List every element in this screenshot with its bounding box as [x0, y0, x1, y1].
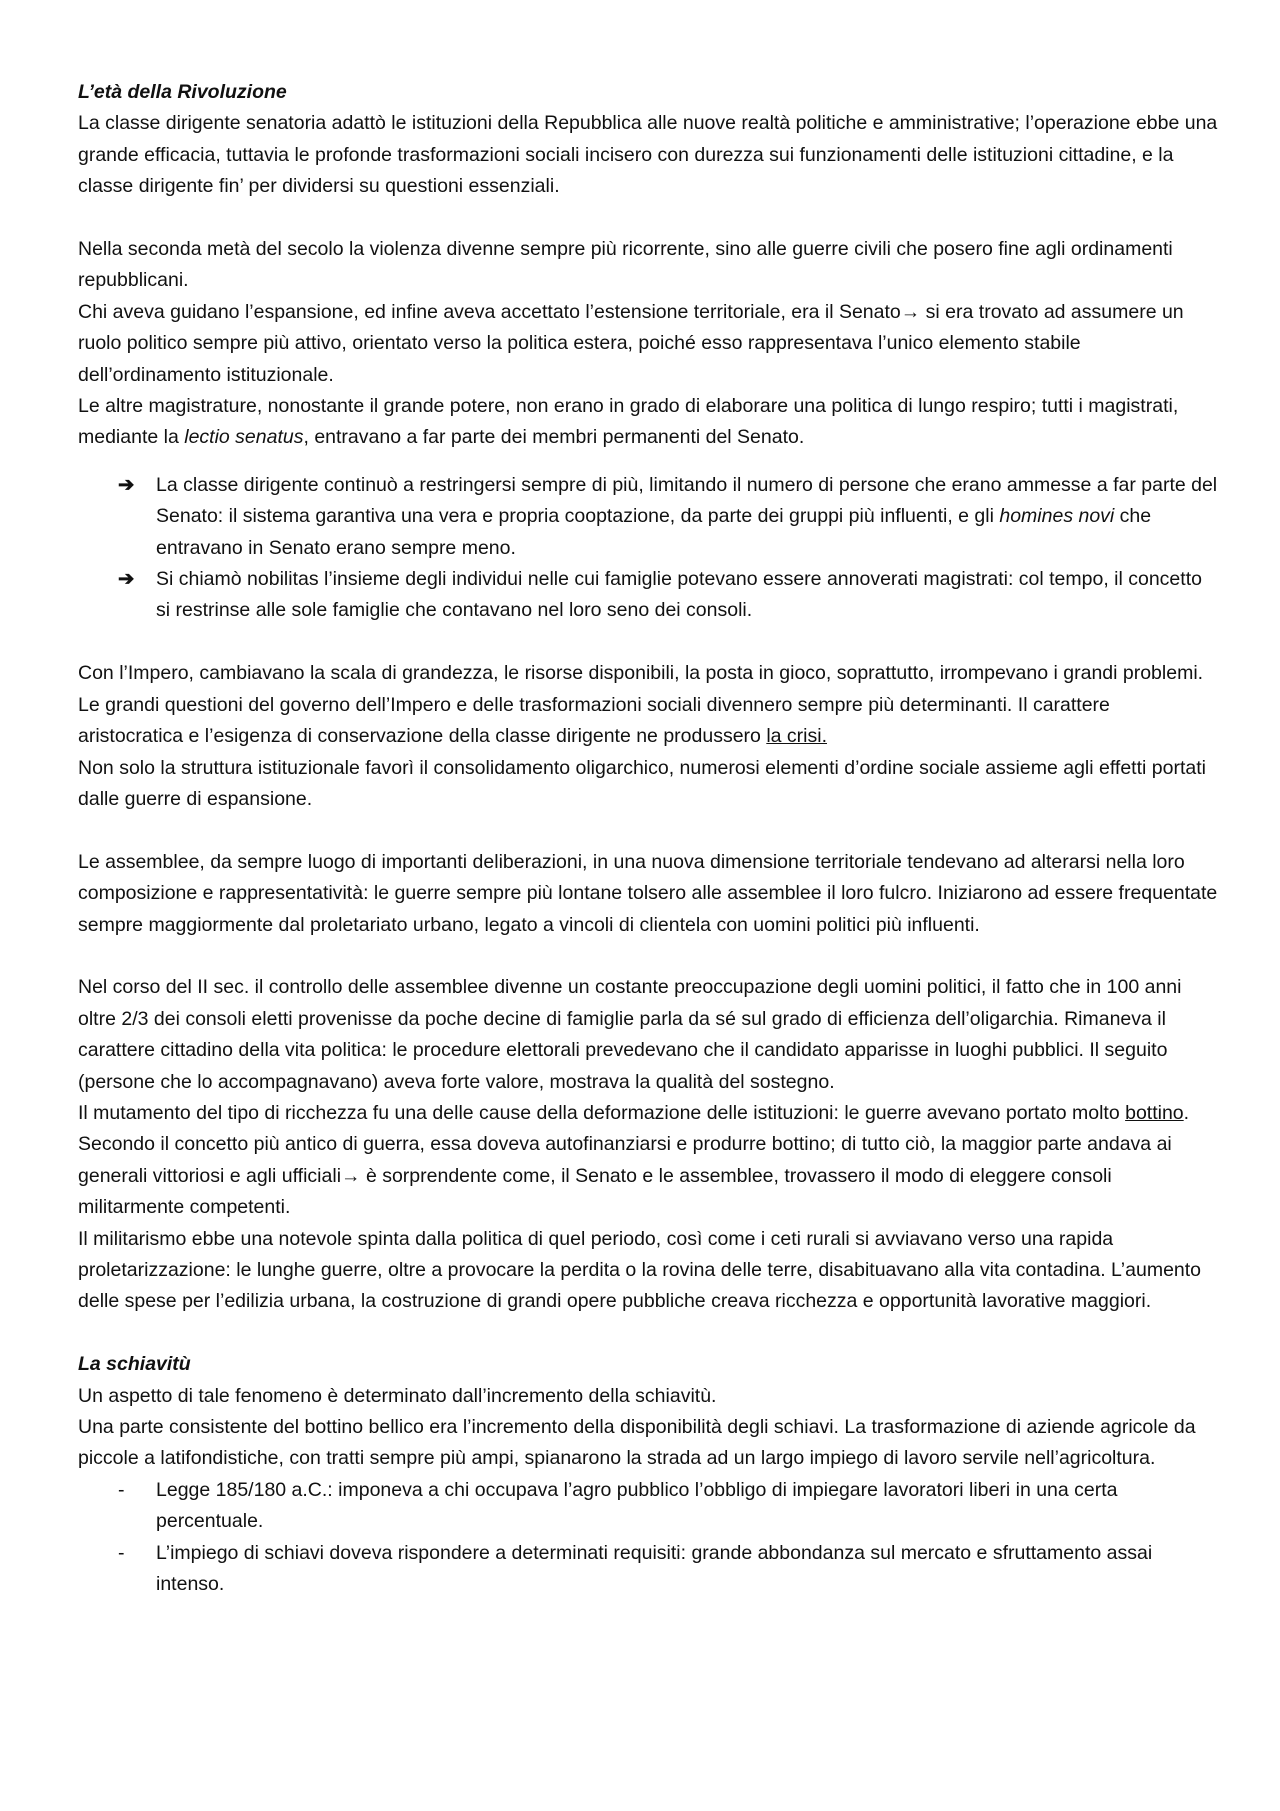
paragraph: Nel corso del II sec. il controllo delle assemblee divenne un costante preoccupazione degli uomini politici, il fatto che in 100 anni oltre 2/3 dei consoli eletti provenisse da poche decine di famiglie parla da sé sul grado di efficienza dell’oligarchia. Rimaneva il carattere cittadino della vita politica: le procedure elettorali prevedevano che il candidato apparisse in luoghi pubblici. Il seguito (persone che lo accompagnavano) aveva forte valore, mostrava la qualità del sostegno. [78, 976, 1182, 1093]
dash-bullet: - [118, 1541, 125, 1564]
list-item: ➔ Si chiamò nobilitas l’insieme degli individui nelle cui famiglie potevano essere annoverati magistrati: col tempo, il concetto si restrinse alle sole famiglie che contavano nel loro seno dei consoli. [156, 564, 1220, 627]
spacer [78, 1318, 1220, 1349]
section-heading-revolution: L’età della Rivoluzione [78, 81, 287, 103]
spacer [78, 203, 1220, 234]
dash-bullet-list [78, 1475, 1220, 1601]
emphasis: homines novi [999, 505, 1115, 528]
dash-bullet: - [118, 1478, 125, 1501]
arrow-bullet-icon: ➔ [118, 473, 135, 496]
paragraph: Non solo la struttura istituzionale favorì il consolidamento oligarchico, numerosi elementi d’ordine sociale assieme agli effetti portati dalle guerre di espansione. [78, 756, 1206, 810]
paragraph: Chi aveva guidano l’espansione, ed infine aveva accettato l’estensione territoriale, era il Senato→ si era trovato ad assumere un ruolo politico sempre più attivo, orientato verso la politica estera, poiché esso rappresentava l’unico elemento stabile dell’ordinamento istituzionale. [78, 300, 1184, 386]
paragraph: Una parte consistente del bottino bellico era l’incremento della disponibilità degli schiavi. La trasformazione di aziende agricole da piccole a latifondistiche, con tratti sempre più ampi, spianarono la strada ad un largo impiego di lavoro servile nell’agricoltura. [78, 1415, 1196, 1470]
paragraph: Un aspetto di tale fenomeno è determinato dall’incremento della schiavitù. [78, 1384, 717, 1407]
underlined-text: bottino [1125, 1101, 1184, 1124]
list-item: - L’impiego di schiavi doveva rispondere a determinati requisiti: grande abbondanza sul mercato e sfruttamento assai intenso. [156, 1538, 1220, 1601]
arrow-bullet-list [78, 470, 1220, 627]
emphasis: lectio senatus [184, 426, 304, 449]
spacer [78, 815, 1220, 846]
paragraph: Il mutamento del tipo di ricchezza fu una delle cause della deformazione delle istituzioni: le guerre avevano portato molto bottino. Secondo il concetto più antico di guerra, essa doveva autofinanziarsi e produrre bottino; di tutto ciò, la maggior parte andava ai generali vittoriosi e agli ufficiali→ è sorprendente come, il Senato e le assemblee, trovassero il modo di eleggere consoli militarmente competenti. [78, 1101, 1190, 1219]
paragraph: Le assemblee, da sempre luogo di importanti deliberazioni, in una nuova dimensione territoriale tendevano ad alterarsi nella loro composizione e rappresentatività: le guerre sempre più lontane tolsero alle assemblee il loro fulcro. Iniziarono ad essere frequentate sempre maggiormente dal proletariato urbano, legato a vincoli di clientela con uomini politici più influenti. [78, 850, 1218, 936]
spacer [78, 454, 1220, 470]
paragraph: Con l’Impero, cambiavano la scala di grandezza, le risorse disponibili, la posta in gioco, soprattutto, irrompevano i grandi problemi. Le grandi questioni del governo dell’Impero e delle trasformazioni sociali divennero sempre più determinanti. Il carattere aristocratica e l’esigenza di conservazione della classe dirigente ne produssero la crisi. [78, 662, 1204, 748]
arrow-bullet-icon: ➔ [118, 568, 135, 591]
section-heading-slavery: La schiavitù [78, 1353, 191, 1376]
paragraph: Il militarismo ebbe una notevole spinta dalla politica di quel periodo, così come i ceti rurali si avviavano verso una rapida proletarizzazione: le lunghe guerre, oltre a provocare la perdita o la rovina delle terre, disabituavano alla vita contadina. L’aumento delle spese per l’edilizia urbana, la costruzione di grandi opere pubbliche creava ricchezza e opportunità lavorative maggiori. [78, 1227, 1202, 1313]
spacer [78, 941, 1220, 972]
list-item: - Legge 185/180 a.C.: imponeva a chi occupava l’agro pubblico l’obbligo di impiegare lavoratori liberi in una certa percentuale. [156, 1475, 1220, 1538]
arrow-icon: → [341, 1164, 361, 1187]
paragraph: La classe dirigente senatoria adattò le istituzioni della Repubblica alle nuove realtà politiche e amministrative; l’operazione ebbe una grande efficacia, tuttavia le profonde trasformazioni sociali incisero con durezza sui funzionamenti delle istituzioni cittadine, e la classe dirigente fin’ per dividersi su questioni essenziali. [78, 112, 1218, 198]
spacer [78, 627, 1220, 658]
list-item: ➔ La classe dirigente continuò a restringersi sempre di più, limitando il numero di persone che erano ammesse a far parte del Senato: il sistema garantiva una vera e propria cooptazione, da parte dei gruppi più influenti, e gli homines novi che entravano in Senato erano sempre meno. [156, 470, 1220, 564]
paragraph: Nella seconda metà del secolo la violenza divenne sempre più ricorrente, sino alle guerre civili che posero fine agli ordinamenti repubblicani. [78, 238, 1173, 292]
underlined-text: la crisi. [766, 725, 827, 748]
paragraph: Le altre magistrature, nonostante il grande potere, non erano in grado di elaborare una politica di lungo respiro; tutti i magistrati, mediante la lectio senatus, entravano a far parte dei membri permanenti del Senato. [78, 395, 1179, 449]
arrow-icon: → [900, 300, 921, 323]
